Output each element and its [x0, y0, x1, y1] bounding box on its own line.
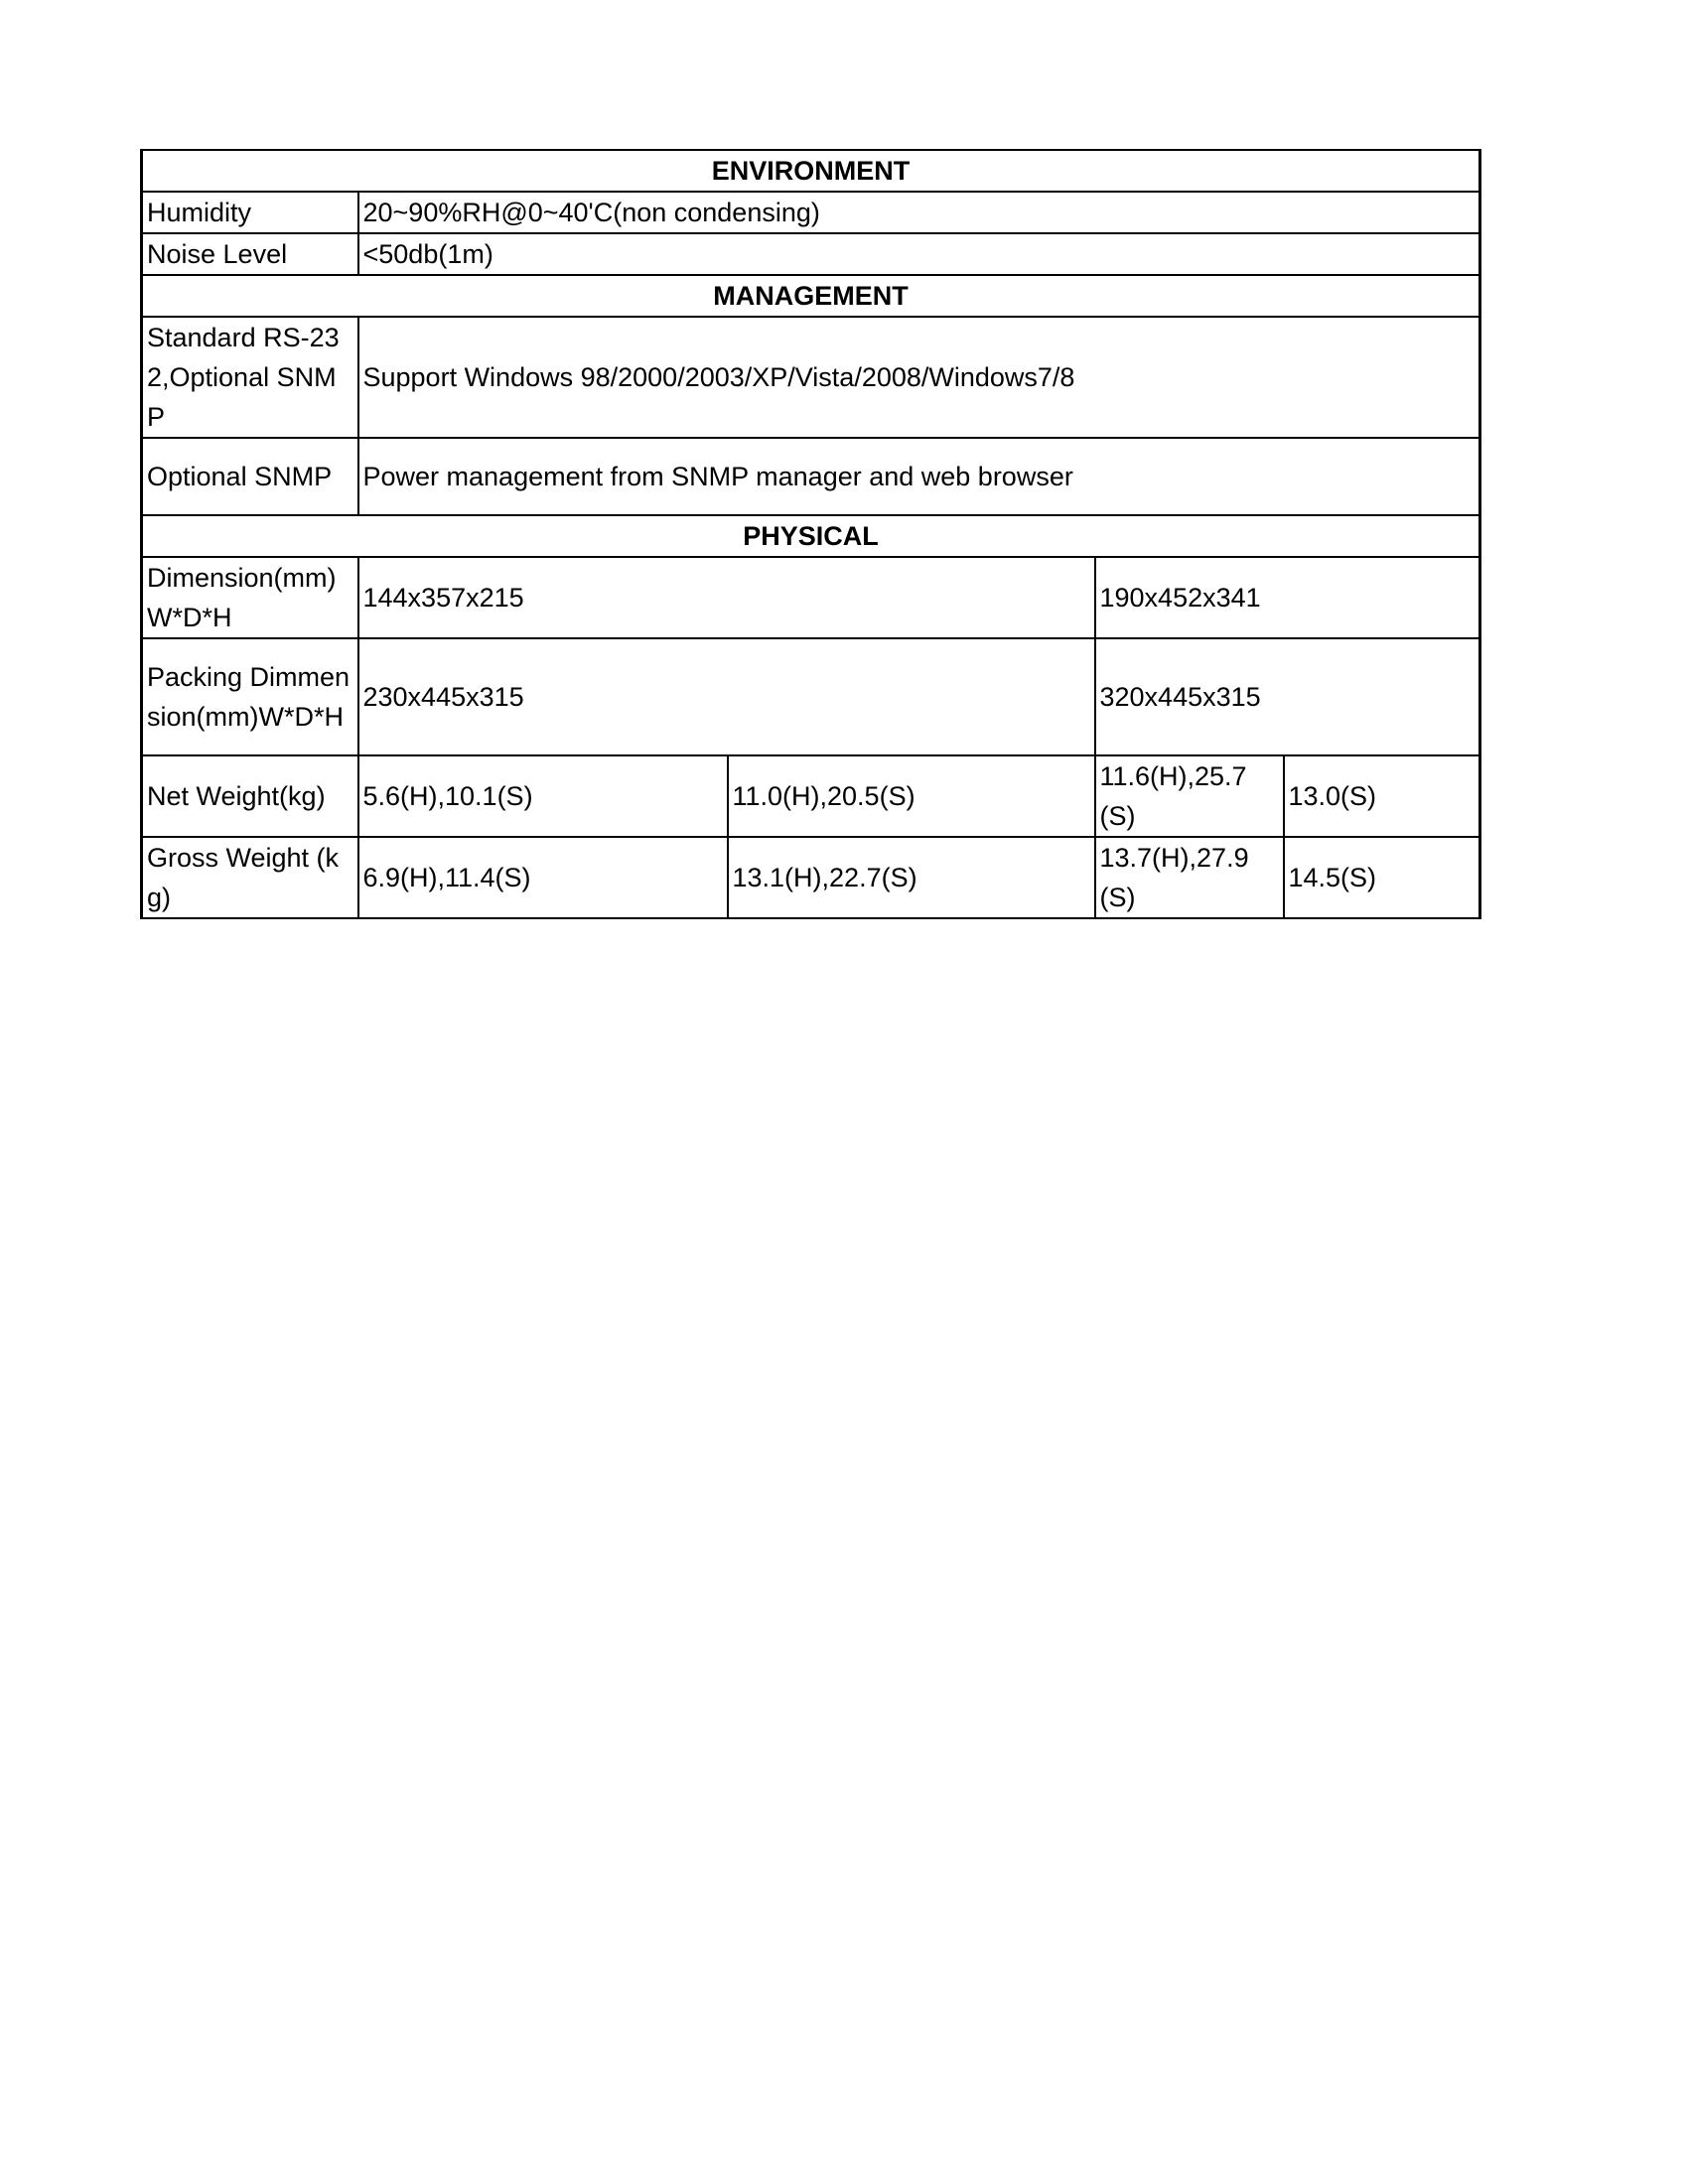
noise-level-value: <50db(1m) [358, 233, 1480, 275]
gross-weight-value-4: 14.5(S) [1284, 837, 1480, 918]
packing-dimension-value-2: 320x445x315 [1095, 638, 1480, 755]
noise-level-label: Noise Level [142, 233, 358, 275]
table-row [142, 755, 1480, 837]
table-row [142, 837, 1480, 918]
optional-snmp-label: Optional SNMP [142, 438, 358, 515]
humidity-value: 20~90%RH@0~40'C(non condensing) [358, 192, 1480, 233]
gross-weight-value-2: 13.1(H),22.7(S) [728, 837, 1095, 918]
optional-snmp-value: Power management from SNMP manager and web browser [358, 438, 1480, 515]
dimension-value-2: 190x452x341 [1095, 557, 1480, 638]
table-row [142, 233, 1480, 275]
table-row [142, 557, 1480, 638]
table-row [142, 150, 1480, 192]
gross-weight-label: Gross Weight (kg) [142, 837, 358, 918]
packing-dimension-label: Packing Dimmension(mm)W*D*H [142, 638, 358, 755]
spec-table [140, 149, 1481, 919]
table-row [142, 192, 1480, 233]
net-weight-value-4: 13.0(S) [1284, 755, 1480, 837]
gross-weight-value-1: 6.9(H),11.4(S) [358, 837, 728, 918]
table-row [142, 638, 1480, 755]
dimension-value-1: 144x357x215 [358, 557, 1095, 638]
table-row [142, 317, 1480, 438]
table-row [142, 438, 1480, 515]
humidity-label: Humidity [142, 192, 358, 233]
standard-interface-value: Support Windows 98/2000/2003/XP/Vista/2008/Windows7/8 [358, 317, 1480, 438]
net-weight-value-2: 11.0(H),20.5(S) [728, 755, 1095, 837]
section-header-physical: PHYSICAL [142, 515, 1480, 557]
gross-weight-value-3: 13.7(H),27.9(S) [1095, 837, 1284, 918]
section-header-environment: ENVIRONMENT [142, 150, 1480, 192]
standard-interface-label: Standard RS-232,Optional SNMP [142, 317, 358, 438]
dimension-label: Dimension(mm) W*D*H [142, 557, 358, 638]
net-weight-label: Net Weight(kg) [142, 755, 358, 837]
table-row [142, 515, 1480, 557]
table-row [142, 275, 1480, 317]
section-header-management: MANAGEMENT [142, 275, 1480, 317]
net-weight-value-1: 5.6(H),10.1(S) [358, 755, 728, 837]
packing-dimension-value-1: 230x445x315 [358, 638, 1095, 755]
net-weight-value-3: 11.6(H),25.7(S) [1095, 755, 1284, 837]
